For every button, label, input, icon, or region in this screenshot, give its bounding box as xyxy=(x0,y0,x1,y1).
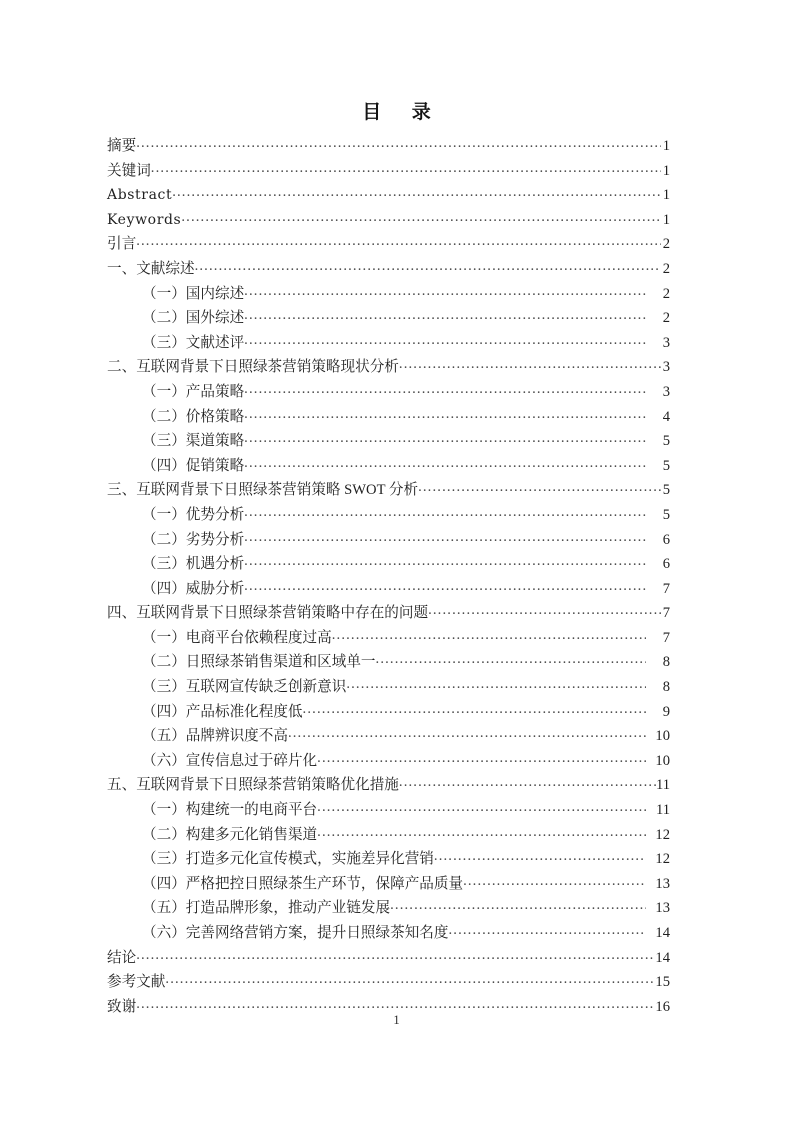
toc-dot-leader xyxy=(303,697,646,722)
toc-entry-label: 二、互联网背景下日照绿茶营销策略现状分析 xyxy=(107,359,399,376)
toc-entry-label: Abstract xyxy=(107,187,173,204)
toc-entry-label: （一）国内综述 xyxy=(142,285,245,302)
toc-entry-label: （一）电商平台依赖程度过高 xyxy=(142,629,332,646)
toc-dot-leader xyxy=(244,328,646,353)
toc-dot-leader xyxy=(346,672,646,697)
toc-entry-page-number: 5 xyxy=(662,506,670,523)
toc-entry-page-number: 1 xyxy=(662,211,670,228)
page-title: 目 录 xyxy=(362,101,443,123)
toc-entry-label: 四、互联网背景下日照绿茶营销策略中存在的问题 xyxy=(107,605,429,622)
toc-entry-page-number: 5 xyxy=(662,482,670,499)
toc-entry-label: 关键词 xyxy=(107,162,151,179)
toc-dot-leader xyxy=(244,426,646,451)
toc-entry-label: （四）严格把控日照绿茶生产环节，保障产品质量 xyxy=(142,875,464,892)
toc-dot-leader xyxy=(288,721,646,746)
toc-entry-label: Keywords xyxy=(107,211,182,228)
toc-entry-page-number: 9 xyxy=(662,703,670,720)
toc-dot-leader xyxy=(244,377,646,402)
toc-entry-label: 引言 xyxy=(107,236,137,253)
toc-entry-page-number: 8 xyxy=(662,679,670,696)
toc-entry-label: （四）促销策略 xyxy=(142,457,245,474)
toc-entry-page-number: 2 xyxy=(662,310,670,327)
toc-entry-label: （二）构建多元化销售渠道 xyxy=(142,826,318,843)
toc-entry-label: 结论 xyxy=(107,949,137,966)
toc-dot-leader xyxy=(317,795,646,820)
toc-entry-label: （二）价格策略 xyxy=(142,408,245,425)
toc-dot-leader xyxy=(317,746,646,771)
toc-entry-label: （一）构建统一的电商平台 xyxy=(142,802,318,819)
toc-entry-label: （二）日照绿茶销售渠道和区域单一 xyxy=(142,654,376,671)
toc-dot-leader xyxy=(399,770,656,795)
toc-entry-page-number: 1 xyxy=(662,138,670,154)
toc-entry-page-number: 2 xyxy=(662,260,670,277)
toc-entry-page-number: 1 xyxy=(662,162,670,179)
toc-dot-leader xyxy=(418,475,661,500)
toc-entry-page-number: 11 xyxy=(655,802,670,819)
toc-entry-page-number: 7 xyxy=(662,605,670,622)
toc-entry-page-number: 4 xyxy=(662,408,670,425)
toc-dot-leader xyxy=(399,352,661,377)
toc-dot-leader xyxy=(136,229,661,254)
toc-entry-label: （二）劣势分析 xyxy=(142,531,245,548)
toc-dot-leader xyxy=(244,279,646,304)
toc-entry-label: （三）机遇分析 xyxy=(142,556,245,573)
toc-entry-page-number: 8 xyxy=(662,654,670,671)
toc-entry-label: （三）渠道策略 xyxy=(142,433,245,450)
toc-entry-label: 摘要 xyxy=(107,138,137,154)
toc-entry-page-number: 5 xyxy=(662,457,670,474)
toc-dot-leader xyxy=(244,500,646,525)
toc-entry-label: （三）打造多元化宣传模式，实施差异化营销 xyxy=(142,851,434,868)
toc-entry-page-number: 13 xyxy=(655,875,670,892)
toc-entry-page-number: 10 xyxy=(655,728,670,745)
footer-page-number: 1 xyxy=(393,1013,400,1027)
toc-dot-leader xyxy=(244,451,646,476)
toc-dot-leader xyxy=(136,131,661,156)
toc-entry-page-number: 1 xyxy=(662,187,670,204)
toc-entry-page-number: 6 xyxy=(662,556,670,573)
toc-entry-page-number: 12 xyxy=(655,826,670,843)
toc-entry-label: 致谢 xyxy=(107,998,137,1015)
table-of-contents xyxy=(107,134,670,1019)
toc-dot-leader xyxy=(172,180,661,205)
toc-entry-label: 三、互联网背景下日照绿茶营销策略 SWOT 分析 xyxy=(107,482,419,499)
toc-dot-leader xyxy=(181,205,661,230)
toc-dot-leader xyxy=(136,943,655,968)
toc-entry-page-number: 3 xyxy=(662,383,670,400)
toc-entry-page-number: 3 xyxy=(662,359,670,376)
toc-dot-leader xyxy=(463,869,646,894)
toc-dot-leader xyxy=(195,254,661,279)
toc-entry-page-number: 12 xyxy=(655,851,670,868)
toc-entry-label: （六）宣传信息过于碎片化 xyxy=(142,752,318,769)
toc-entry-label: （五）打造品牌形象，推动产业链发展 xyxy=(142,900,391,917)
toc-dot-leader xyxy=(317,820,646,845)
toc-entry-label: （三）文献述评 xyxy=(142,334,245,351)
toc-entry-page-number: 14 xyxy=(655,949,670,966)
toc-entry-page-number: 5 xyxy=(662,433,670,450)
toc-entry-label: （四）产品标准化程度低 xyxy=(142,703,303,720)
toc-entry-label: （二）国外综述 xyxy=(142,310,245,327)
toc-entry-label: （四）威胁分析 xyxy=(142,580,245,597)
toc-entry-label: （一）优势分析 xyxy=(142,506,245,523)
toc-entry-page-number: 6 xyxy=(662,531,670,548)
toc-entry-label: （五）品牌辨识度不高 xyxy=(142,728,288,745)
toc-dot-leader xyxy=(244,402,646,427)
toc-entry-page-number: 11 xyxy=(655,777,670,794)
toc-dot-leader xyxy=(244,303,646,328)
toc-dot-leader xyxy=(244,525,646,550)
toc-entry-page-number: 10 xyxy=(655,752,670,769)
toc-dot-leader xyxy=(390,893,646,918)
toc-dot-leader xyxy=(151,156,661,181)
toc-entry-label: （六）完善网络营销方案，提升日照绿茶知名度 xyxy=(142,925,449,941)
toc-dot-leader xyxy=(428,598,661,623)
toc-dot-leader xyxy=(165,967,655,992)
toc-entry-label: 一、文献综述 xyxy=(107,260,195,277)
toc-entry-page-number: 16 xyxy=(655,998,670,1015)
toc-entry-label: （一）产品策略 xyxy=(142,383,245,400)
toc-entry-page-number: 2 xyxy=(662,236,670,253)
toc-entry-label: 五、互联网背景下日照绿茶营销策略优化措施 xyxy=(107,777,399,794)
toc-entry-label: （三）互联网宣传缺乏创新意识 xyxy=(142,679,347,696)
toc-entry-page-number: 15 xyxy=(655,974,670,991)
toc-dot-leader xyxy=(332,623,646,648)
toc-entry-label: 参考文献 xyxy=(107,974,166,991)
toc-dot-leader xyxy=(448,918,646,943)
toc-entry-page-number: 7 xyxy=(662,580,670,597)
toc-entry-page-number: 7 xyxy=(662,629,670,646)
toc-dot-leader xyxy=(434,844,646,869)
toc-dot-leader xyxy=(376,647,646,672)
toc-dot-leader xyxy=(244,549,646,574)
toc-entry-page-number: 13 xyxy=(655,900,670,917)
toc-entry-page-number: 3 xyxy=(662,334,670,351)
toc-entry-page-number: 2 xyxy=(662,285,670,302)
toc-entry-page-number: 14 xyxy=(655,925,670,941)
toc-dot-leader xyxy=(244,574,646,599)
